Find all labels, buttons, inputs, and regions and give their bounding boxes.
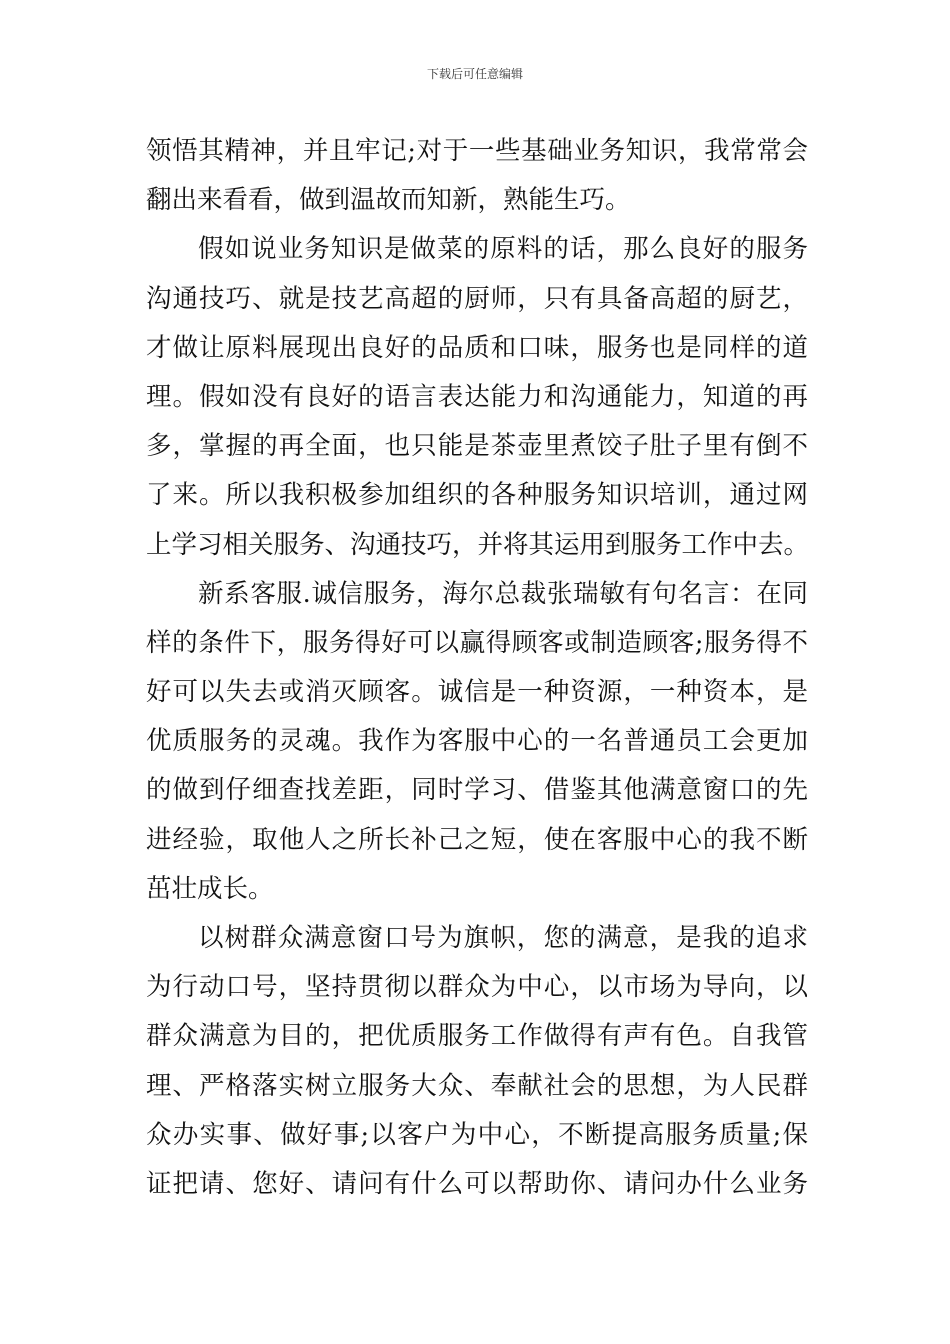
text-line: 翻出来看看，做到温故而知新，熟能生巧。 xyxy=(146,185,631,216)
text-line: 进经验，取他人之所长补己之短，使在客服中心的我不断 xyxy=(146,824,808,855)
text-line: 的做到仔细查找差距，同时学习、借鉴其他满意窗口的先 xyxy=(146,775,808,806)
body-text xyxy=(146,127,808,1209)
text-line: 新系客服.诚信服务，海尔总裁张瑞敏有句名言：在同 xyxy=(198,578,808,609)
text-line: 才做让原料展现出良好的品质和口味，服务也是同样的道 xyxy=(146,332,808,363)
text-line: 群众满意为目的，把优质服务工作做得有声有色。自我管 xyxy=(146,1021,808,1052)
text-line: 优质服务的灵魂。我作为客服中心的一名普通员工会更加 xyxy=(146,726,808,757)
page-header: 下载后可任意编辑 xyxy=(426,67,523,81)
text-line: 沟通技巧、就是技艺高超的厨师，只有具备高超的厨艺， xyxy=(146,283,808,314)
text-line: 样的条件下，服务得好可以赢得顾客或制造顾客;服务得不 xyxy=(146,627,808,658)
text-line: 理。假如没有良好的语言表达能力和沟通能力，知道的再 xyxy=(146,381,808,412)
text-line: 茁壮成长。 xyxy=(146,873,274,904)
text-line: 假如说业务知识是做菜的原料的话，那么良好的服务 xyxy=(198,234,808,265)
text-line: 好可以失去或消灭顾客。诚信是一种资源，一种资本，是 xyxy=(146,677,808,708)
text-line: 众办实事、做好事;以客户为中心，不断提高服务质量;保 xyxy=(146,1119,808,1150)
text-line: 为行动口号，坚持贯彻以群众为中心，以市场为导向，以 xyxy=(146,972,808,1003)
text-line: 领悟其精神，并且牢记;对于一些基础业务知识，我常常会 xyxy=(146,136,808,166)
text-line: 了来。所以我积极参加组织的各种服务知识培训，通过网 xyxy=(146,480,808,511)
text-line: 上学习相关服务、沟通技巧，并将其运用到服务工作中去。 xyxy=(146,529,810,560)
text-line: 以树群众满意窗口号为旗帜，您的满意，是我的追求 xyxy=(198,923,808,953)
text-line: 多，掌握的再全面，也只能是茶壶里煮饺子肚子里有倒不 xyxy=(146,431,808,462)
text-line: 理、严格落实树立服务大众、奉献社会的思想，为人民群 xyxy=(146,1070,808,1101)
text-line: 证把请、您好、请问有什么可以帮助你、请问办什么业务 xyxy=(146,1168,808,1199)
